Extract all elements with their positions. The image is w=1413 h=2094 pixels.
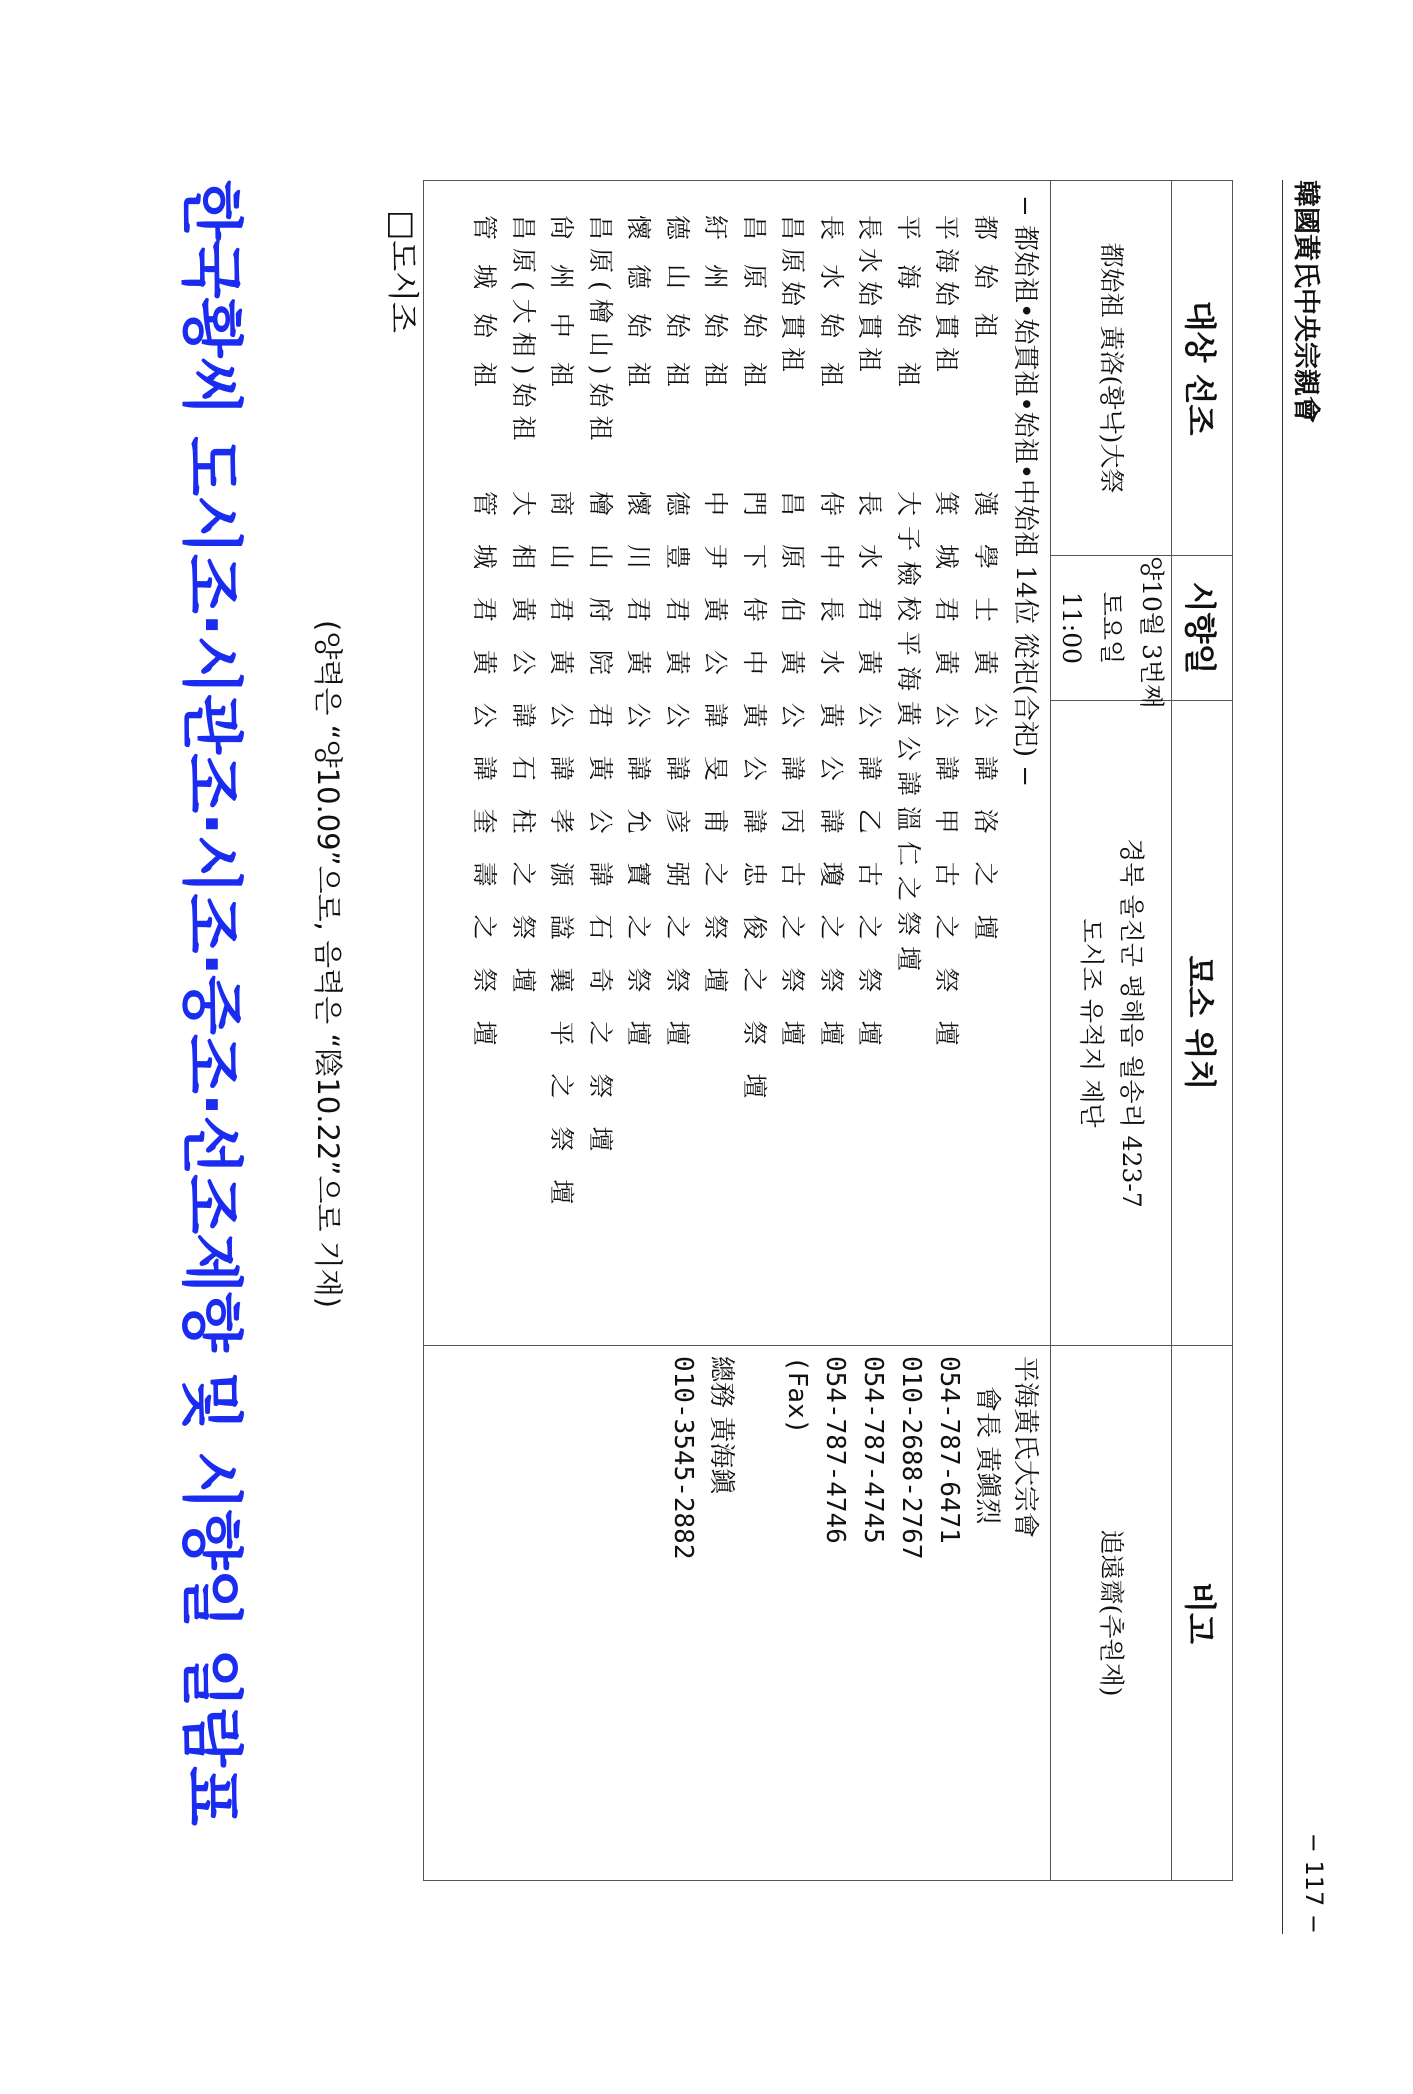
list-item-name: 門 下 侍 中 黃 公 諱 忠 俊 之 祭 壇 <box>739 491 769 1109</box>
list-item-name: 侍 中 長 水 黃 公 諱 瓊 之 祭 壇 <box>816 491 846 1056</box>
list-item <box>775 195 814 1331</box>
list-item <box>814 195 853 1331</box>
list-item-title: 平 海 始 祖 <box>893 215 923 395</box>
date-line2: 토요일 <box>1097 591 1126 665</box>
contact-phone-1: 054-787-6471 <box>934 1356 964 1544</box>
list-item-name: 大 相 黃 公 諱 石 柱 之 祭 壇 <box>508 491 538 1003</box>
list-item <box>852 195 891 1331</box>
ancestor-text: 都始祖 黃洛(황낙)大祭 <box>1097 242 1126 494</box>
list-item <box>968 195 1007 1331</box>
table-row <box>1051 181 1172 1881</box>
list-item-title: 昌 原 始 祖 <box>739 215 769 395</box>
list-item <box>506 195 545 1331</box>
list-item-title: 管 城 始 祖 <box>470 215 500 395</box>
cell-date <box>1051 556 1172 709</box>
list-item <box>583 195 622 1331</box>
contact-fax-label: (Fax) <box>782 1356 812 1435</box>
list-item-name: 商 山 君 黃 公 諱 孝 源 諡 襄 平 之 祭 壇 <box>547 491 577 1215</box>
footer-org: 韓國黃氏中央宗親會 <box>1290 180 1321 423</box>
list-item <box>737 195 776 1331</box>
table-header-row <box>1172 181 1233 1881</box>
list-item-name: 大子檢校平海黃公諱溫仁之祭壇 <box>893 491 923 982</box>
list-item-title: 昌原(檜山)始祖 <box>585 215 615 449</box>
contact-org: 平海黃氏大宗會 <box>1010 1356 1040 1539</box>
list-item-title: 平海始貫祖 <box>932 215 962 381</box>
ritual-table <box>423 180 1233 1881</box>
header-note: 비고 <box>1172 1346 1233 1881</box>
list-item <box>467 195 506 1331</box>
section-label: □도시조 <box>384 210 422 333</box>
list-item-title: 昌原(大相)始祖 <box>508 215 538 449</box>
contact-secretary-phone: 010-3545-2882 <box>668 1356 698 1560</box>
list-item-title: 尙 州 中 祖 <box>547 215 577 395</box>
list-item <box>698 195 737 1331</box>
cell-enshrined-list <box>424 181 1051 1346</box>
page-title: 한국황씨 도시조·시관조·시조·중조·선조제향 및 시향일 일람표 <box>175 180 248 1825</box>
list-item-name: 長 水 君 黃 公 諱 乙 古 之 祭 壇 <box>855 491 885 1056</box>
list-item-title: 昌原始貫祖 <box>778 215 808 381</box>
list-item-title: 長水始貫祖 <box>855 215 885 381</box>
list-header: − 都始祖•始貫祖•始祖•中始祖 14位 從祀(合祀) − <box>1010 195 1040 788</box>
date-line3: 11:00 <box>1057 591 1086 665</box>
page-number: − 117 − <box>1300 1832 1328 1934</box>
cell-location <box>1051 701 1172 1346</box>
list-item-title: 懷 德 始 祖 <box>624 215 654 395</box>
cell-note <box>1051 1346 1172 1881</box>
cell-contact <box>424 1346 1051 1881</box>
note-text: 追遠齋(추원재) <box>1097 1529 1126 1697</box>
list-item-title: 德 山 始 祖 <box>662 215 692 395</box>
enshrined-list <box>467 195 1006 1331</box>
list-item-name: 箕 城 君 黃 公 諱 甲 古 之 祭 壇 <box>932 491 962 1056</box>
list-item-name: 漢 學 士 黃 公 諱 洛 之 壇 <box>970 491 1000 950</box>
location-line2: 도시조 유적지 제단 <box>1077 918 1106 1128</box>
table-row-list <box>424 181 1051 1881</box>
list-item-name: 懷 川 君 黃 公 諱 允 寶 之 祭 壇 <box>624 491 654 1056</box>
contact-phone-2: 010-2688-2767 <box>896 1356 926 1560</box>
contact-phone-4: 054-787-4746 <box>820 1356 850 1544</box>
list-item-name: 中 尹 黃 公 諱 旻 甫 之 祭 壇 <box>701 491 731 1003</box>
list-item <box>660 195 699 1331</box>
header-date: 시향일 <box>1172 556 1233 701</box>
contact-president: 會長 黃鎭烈 <box>972 1386 1002 1525</box>
cell-ancestor <box>1051 181 1172 556</box>
header-location: 묘소 위치 <box>1172 701 1233 1346</box>
list-item <box>544 195 583 1331</box>
location-line1: 경북 울진군 평해읍 월송리 423-7 <box>1117 838 1146 1208</box>
page-subtitle: (양력은 “양10.09”으로, 음력은 “陰10.22”으로 기재) <box>311 620 345 1309</box>
list-item-name: 昌 原 伯 黃 公 諱 丙 古 之 祭 壇 <box>778 491 808 1056</box>
footer-rule <box>1282 180 1283 1934</box>
list-item-name: 管 城 君 黃 公 諱 奎 壽 之 祭 壇 <box>470 491 500 1056</box>
contact-secretary: 總務 黃海鎭 <box>706 1356 736 1495</box>
contact-phone-3: 054-787-4745 <box>858 1356 888 1544</box>
list-item-name: 德 豊 君 黃 公 諱 彦 弼 之 祭 壇 <box>662 491 692 1056</box>
list-item-title: 都 始 祖 <box>970 215 1000 346</box>
header-ancestor: 대상 선조 <box>1172 181 1233 556</box>
list-item-name: 檜 山 府 院 君 黃 公 諱 石 奇 之 祭 壇 <box>585 491 615 1162</box>
contact-spacer <box>740 1356 778 1870</box>
list-item <box>621 195 660 1331</box>
list-item-title: 長 水 始 祖 <box>816 215 846 395</box>
date-line1: 양10월 3번째 <box>1137 556 1166 709</box>
list-item <box>929 195 968 1331</box>
list-item-title: 紆 州 始 祖 <box>701 215 731 395</box>
list-item <box>891 195 930 1331</box>
